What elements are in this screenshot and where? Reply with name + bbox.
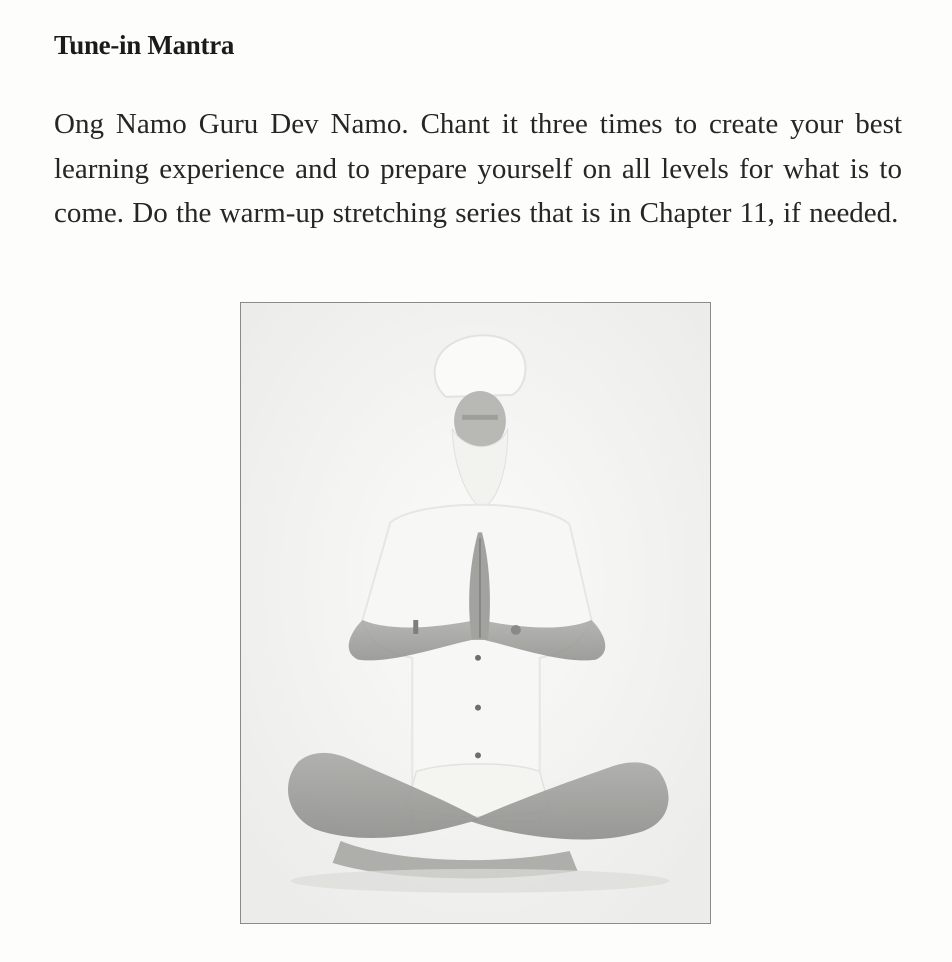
section-heading: Tune-in Mantra [54,30,235,60]
meditation-photo [240,302,711,924]
meditating-figure-icon [241,303,710,923]
instruction-paragraph: Ong Namo Guru Dev Namo. Chant it three times to create your best learning experience and to prepare yourself on all levels for what is to come. Do the warm-up stretching series that is in Chapter 11, if needed. [54,108,902,229]
